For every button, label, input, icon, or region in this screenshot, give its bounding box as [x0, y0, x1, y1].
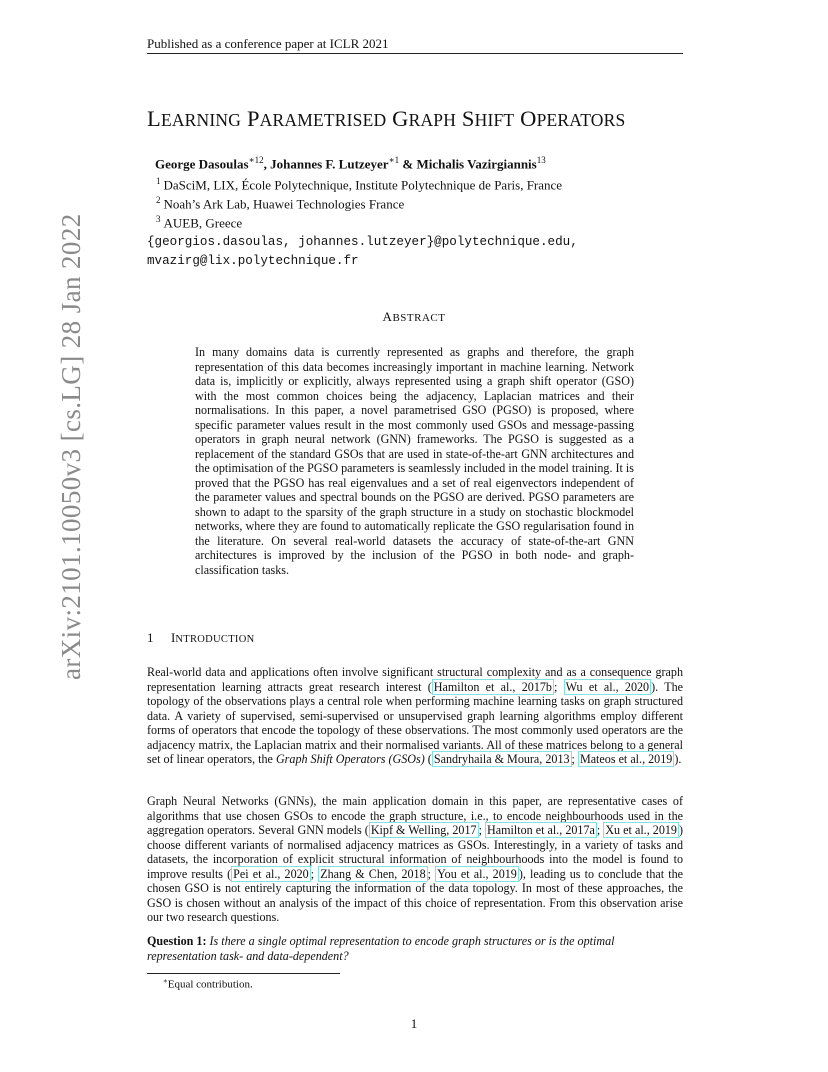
citation-link[interactable]: Kipf & Welling, 2017	[370, 823, 477, 837]
affiliation-3: $^3$ AUEB, Greece	[156, 214, 243, 231]
citation-link[interactable]: Hamilton et al., 2017b	[433, 679, 552, 694]
section-heading-introduction: 1 INTRODUCTION	[147, 630, 255, 645]
citation-link[interactable]: Hamilton et al., 2017a	[486, 823, 595, 837]
citation-link[interactable]: Xu et al., 2019	[605, 823, 677, 837]
author-list: George Dasoulas$^{∗12}$, Johannes F. Lutzeyer$^{∗1}$ & Michalis Vazirgiannis$^{13}$	[155, 155, 546, 172]
footnote-rule	[147, 973, 340, 974]
footnote: ∗Equal contribution.	[163, 977, 253, 991]
arxiv-stamp	[18, 213, 86, 680]
citation-link[interactable]: Zhang & Chen, 2018	[320, 866, 426, 881]
header-rule	[147, 53, 683, 54]
research-question-1: Question 1: Is there a single optimal representation to encode graph structures or is the optimal representation task- and data-dependent?	[147, 934, 615, 963]
email-line-2: mvazirg@lix.polytechnique.fr	[147, 254, 359, 268]
affiliation-1: $^1$ DaSciM, LIX, École Polytechnique, Institute Polytechnique de Paris, France	[156, 176, 563, 193]
affiliation-2: $^2$ Noah’s Ark Lab, Huawei Technologies France	[156, 195, 405, 212]
citation-link[interactable]: You et al., 2019	[437, 866, 517, 881]
email-line-1: {georgios.dasoulas, johannes.lutzeyer}@polytechnique.edu,	[147, 235, 578, 249]
citation-link[interactable]: Sandryhaila & Moura, 2013	[433, 752, 570, 766]
arxiv-stamp-text: arXiv:2101.10050v3 [cs.LG] 28 Jan 2022	[56, 213, 86, 680]
abstract-body: In many domains data is currently represented as graphs and therefore, the graph representation of this data becomes increasingly important in machine learning. Network data is, implicitly or explicitly, always represented using a graph shift operator (GSO) with the most common choices being the adjacency, Laplacian matrices and their normalisations. In this paper, a novel parametrised GSO (PGSO) is proposed, where specific parameter values result in the most commonly used GSOs and message-passing operators in graph neural network (GNN) frameworks. The PGSO is suggested as a replacement of the standard GSOs that are used in state-of-the-art GNN architectures and the optimisation of the PGSO parameters is seamlessly included in the model training. It is proved that the PGSO has real eigenvalues and a set of real eigenvectors independent of the parameter values and spectral bounds on the PGSO are derived. PGSO parameters are shown to adapt to the sparsity of the graph structure in a study on stochastic blockmodel networks, where they are found to automatically replicate the GSO regularisation found in the literature. On several real-world datasets the accuracy of state-of-the-art GNN architectures is improved by the inclusion of the PGSO in both node- and graph-classification tasks.	[195, 345, 634, 577]
citation-link[interactable]: Wu et al., 2020	[565, 679, 650, 694]
citation-link[interactable]: Pei et al., 2020	[233, 866, 309, 881]
abstract-heading: ABSTRACT	[382, 309, 446, 324]
paragraph-1: Real-world data and applications often involve significant structural complexity and as a consequence graph representation learning attracts great research interest ( Hamilton et al., 2017b ; Wu et al., 2020 ). The topology of the observations plays a central role when performing machine learning tasks on graph structured data. A variety of supervised, semi-supervised or unsupervised graph learning algorithms employ different forms of operators that encode the topology of these observations. The most commonly used operators are the adjacency matrix, the Laplacian matrix and their normalised variants. All of these matrices belong to a general set of linear operators, the Graph Shift Operators (GSOs) ( Sandryhaila & Moura, 2013 ; Mateos et al., 2019 ).	[147, 665, 683, 766]
running-head: Published as a conference paper at ICLR 2021	[147, 36, 389, 51]
paper-title: LEARNING PARAMETRISED GRAPH SHIFT OPERATORS	[147, 106, 626, 131]
citation-link[interactable]: Mateos et al., 2019	[579, 752, 673, 766]
paragraph-2: Graph Neural Networks (GNNs), the main application domain in this paper, are representative cases of algorithms that use chosen GSOs to encode the graph structure, i.e., to encode neighbourhoods used in the aggregation operators. Several GNN models ( Kipf & Welling, 2017 ; Hamilton et al., 2017a ; Xu et al., 2019 ) choose different variants of normalised adjacency matrices as GSOs. Interestingly, in a variety of tasks and datasets, the incorporation of explicit structural information of neighbourhoods into the model is found to improve results ( Pei et al., 2020 ; Zhang & Chen, 2018 ; You et al., 2019 ), leading us to conclude that the chosen GSO is not entirely capturing the information of the data topology. In most of these approaches, the GSO is chosen without an analysis of the impact of this choice of representation. From this observation arise our two research questions.	[147, 794, 684, 924]
page-number: 1	[410, 1016, 418, 1031]
